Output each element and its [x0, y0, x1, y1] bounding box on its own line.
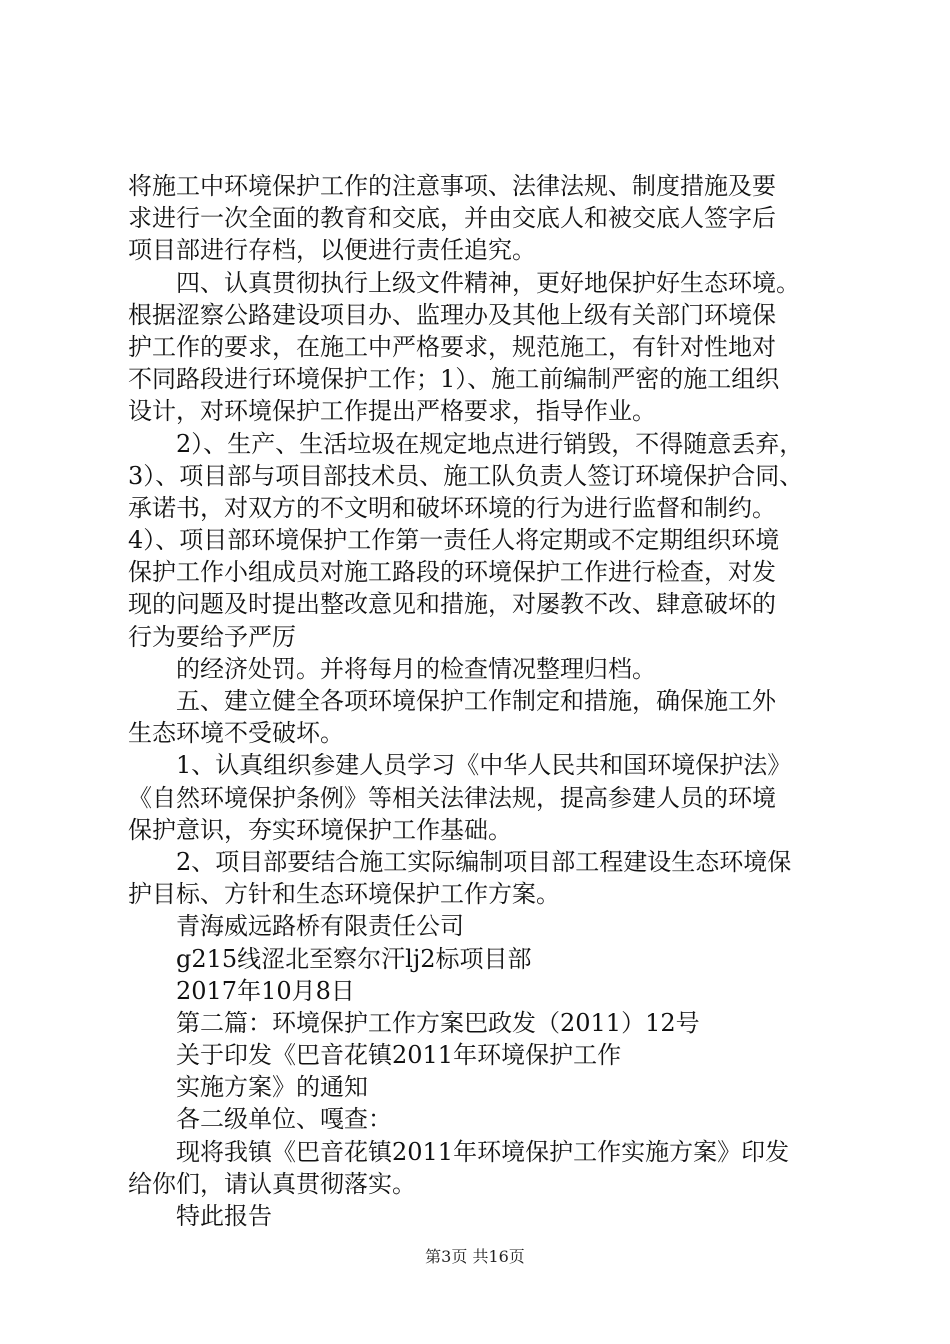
text-line: 五、建立健全各项环境保护工作制定和措施，确保施工外 — [176, 687, 776, 715]
text-line: 护目标、方针和生态环境保护工作方案。 — [128, 880, 560, 909]
text-line: 项目部进行存档，以便进行责任追究。 — [128, 236, 536, 265]
text-line: g215线涩北至察尔汗lj2标项目部 — [176, 944, 532, 973]
text-line: 护工作的要求，在施工中严格要求，规范施工，有针对性地对 — [128, 332, 776, 361]
text-line: 关于印发《巴音花镇2011年环境保护工作 — [176, 1041, 622, 1070]
text-line: 保护意识，夯实环境保护工作基础。 — [128, 815, 512, 844]
text-line: 设计，对环境保护工作提出严格要求，指导作业。 — [128, 397, 656, 426]
page-footer: 第3页 共16页 — [425, 1247, 525, 1266]
text-line: 行为要给予严厉 — [128, 622, 296, 651]
text-line: 根据涩察公路建设项目办、监理办及其他上级有关部门环境保 — [128, 300, 776, 329]
text-line: 给你们，请认真贯彻落实。 — [128, 1169, 416, 1198]
text-line: 1、认真组织参建人员学习《中华人民共和国环境保护法》 — [176, 751, 792, 780]
text-line: 现的问题及时提出整改意见和措施，对屡教不改、肆意破坏的 — [128, 590, 776, 619]
text-line: 生态环境不受破坏。 — [128, 719, 344, 748]
text-line: 4）、项目部环境保护工作第一责任人将定期或不定期组织环境 — [128, 526, 780, 555]
text-line: 青海威远路桥有限责任公司 — [176, 912, 464, 941]
text-line: 第二篇：环境保护工作方案巴政发（2011）12号 — [176, 1008, 700, 1037]
text-line: 保护工作小组成员对施工路段的环境保护工作进行检查，对发 — [128, 558, 776, 587]
text-line: 实施方案》的通知 — [176, 1073, 368, 1102]
text-line: 的经济处罚。并将每月的检查情况整理归档。 — [176, 654, 656, 683]
text-line: 求进行一次全面的教育和交底，并由交底人和被交底人签字后 — [128, 204, 776, 233]
text-line: 特此报告 — [176, 1202, 272, 1230]
text-line: 2、项目部要结合施工实际编制项目部工程建设生态环境保 — [176, 847, 792, 876]
text-line: 3）、项目部与项目部技术员、施工队负责人签订环境保护合同、 — [128, 461, 804, 490]
text-line: 《自然环境保护条例》等相关法律法规，提高参建人员的环境 — [128, 783, 776, 812]
text-line: 2）、生产、生活垃圾在规定地点进行销毁，不得随意丢弃， — [176, 429, 804, 458]
text-line: 各二级单位、嘎查： — [176, 1105, 392, 1134]
text-line: 四、认真贯彻执行上级文件精神，更好地保护好生态环境。 — [176, 268, 800, 297]
text-line: 现将我镇《巴音花镇2011年环境保护工作实施方案》印发 — [176, 1137, 790, 1166]
text-line: 不同路段进行环境保护工作；1）、施工前编制严密的施工组织 — [128, 365, 780, 394]
text-line: 将施工中环境保护工作的注意事项、法律法规、制度措施及要 — [128, 172, 776, 200]
text-line: 2017年10月8日 — [176, 976, 355, 1005]
text-line: 承诺书，对双方的不文明和破坏环境的行为进行监督和制约。 — [128, 493, 776, 522]
document-body — [128, 170, 838, 1232]
